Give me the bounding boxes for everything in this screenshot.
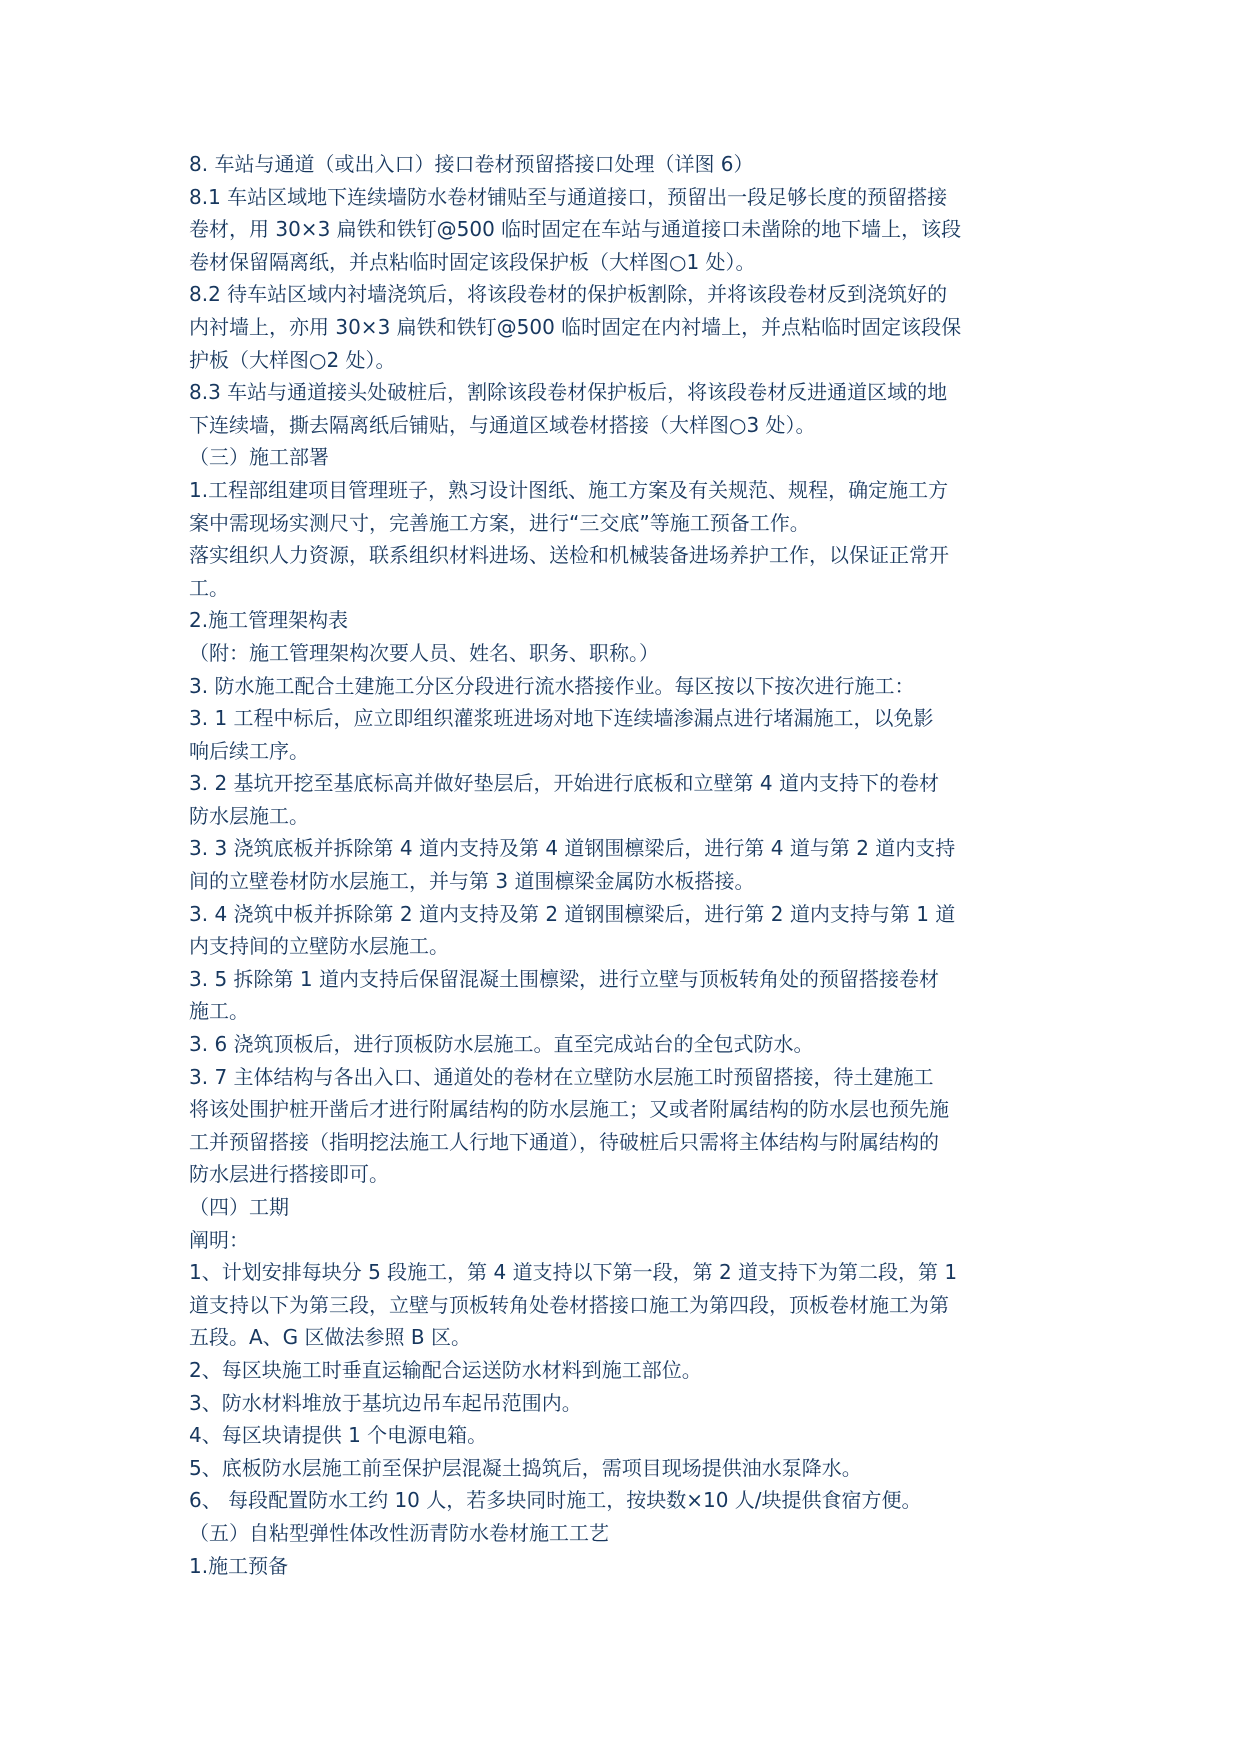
paragraph-line: 防水层施工。 [189,803,309,828]
list-item-line: 6、 每段配置防水工约 10 人，若多块同时施工，按块数×10 人/块提供食宿方便。 [189,1488,922,1513]
paragraph-line: 3. 3 浇筑底板并拆除第 4 道内支持及第 4 道钢围檩梁后，进行第 4 道与第 2 道内支持 [189,836,956,861]
paragraph-line: 2.施工管理架构表 [189,608,349,633]
list-item-line: 4、每区块请提供 1 个电源电箱。 [189,1423,488,1448]
paragraph-line: 将该处围护桩开凿后才进行附属结构的防水层施工；又或者附属结构的防水层也预先施 [189,1097,949,1122]
paragraph-8-3-line: 8.3 车站与通道接头处破桩后，割除该段卷材保护板后，将该段卷材反进通道区域的地 [189,380,948,405]
document-body [189,148,1069,1582]
list-item-line: 5、底板防水层施工前至保护层混凝土捣筑后，需项目现场提供油水泵降水。 [189,1455,862,1480]
paragraph-line: 间的立壁卷材防水层施工，并与第 3 道围檩梁金属防水板搭接。 [189,869,755,894]
section-5-heading: （五）自粘型弹性体改性沥青防水卷材施工工艺 [189,1520,609,1545]
paragraph-line: 3. 6 浇筑顶板后，进行顶板防水层施工。直至完成站台的全包式防水。 [189,1032,814,1057]
paragraph-line: 工并预留搭接（指明挖法施工人行地下通道），待破桩后只需将主体结构与附属结构的 [189,1129,939,1154]
paragraph-line: 工。 [189,575,229,600]
paragraph-8-1-line: 8.1 车站区域地下连续墙防水卷材铺贴至与通道接口，预留出一段足够长度的预留搭接 [189,184,948,209]
paragraph-8-3-line: 下连续墙，撕去隔离纸后铺贴，与通道区域卷材搭接（大样图○3 处）。 [189,412,816,437]
paragraph-line: 案中需现场实测尺寸，完善施工方案，进行“三交底”等施工预备工作。 [189,510,810,535]
paragraph-line: 3. 5 拆除第 1 道内支持后保留混凝土围檩梁，进行立壁与顶板转角处的预留搭接卷材 [189,966,939,991]
paragraph-line: （附：施工管理架构次要人员、姓名、职务、职称。） [189,640,659,665]
paragraph-8-2-line: 8.2 待车站区域内衬墙浇筑后，将该段卷材的保护板割除，并将该段卷材反到浇筑好的 [189,282,948,307]
paragraph-line: 1.工程部组建项目管理班子，熟习设计图纸、施工方案及有关规范、规程，确定施工方 [189,477,949,502]
paragraph-8-2-line: 内衬墙上，亦用 30×3 扁铁和铁钉@500 临时固定在内衬墙上，并点粘临时固定该段保 [189,314,962,339]
paragraph-8-1-line: 卷材，用 30×3 扁铁和铁钉@500 临时固定在车站与通道接口未凿除的地下墙上，该段 [189,217,962,242]
list-item-line: 1、计划安排每块分 5 段施工，第 4 道支持以下第一段，第 2 道支持下为第二段，第 1 [189,1260,958,1285]
paragraph-line: 防水层进行搭接即可。 [189,1162,389,1187]
paragraph-line: 3. 1 工程中标后，应立即组织灌浆班进场对地下连续墙渗漏点进行堵漏施工，以免影 [189,706,934,731]
paragraph-line: 3. 2 基坑开挖至基底标高并做好垫层后，开始进行底板和立壁第 4 道内支持下的卷材 [189,771,939,796]
paragraph-8-2-line: 护板（大样图○2 处）。 [189,347,396,372]
list-item-line: 道支持以下为第三段，立壁与顶板转角处卷材搭接口施工为第四段，顶板卷材施工为第 [189,1292,949,1317]
section-8-heading: 8. 车站与通道（或出入口）接口卷材预留搭接口处理（详图 6） [189,152,754,176]
paragraph-line: 3. 4 浇筑中板并拆除第 2 道内支持及第 2 道钢围檩梁后，进行第 2 道内支持与第 1 道 [189,901,956,926]
paragraph-line: 内支持间的立壁防水层施工。 [189,934,449,959]
paragraph-8-1-line: 卷材保留隔离纸，并点粘临时固定该段保护板（大样图○1 处）。 [189,249,756,274]
paragraph-line: 3. 防水施工配合土建施工分区分段进行流水搭接作业。每区按以下按次进行施工： [189,673,915,698]
paragraph-line: 1.施工预备 [189,1553,289,1578]
section-4-heading: （四）工期 [189,1195,289,1219]
list-item-line: 五段。A、G 区做法参照 B 区。 [189,1325,471,1350]
list-item-line: 2、每区块施工时垂直运输配合运送防水材料到施工部位。 [189,1357,702,1382]
section-3-heading: （三）施工部署 [189,445,329,470]
paragraph-line: 阐明： [189,1227,249,1252]
paragraph-line: 施工。 [189,999,249,1024]
paragraph-line: 落实组织人力资源，联系组织材料进场、送检和机械装备进场养护工作，以保证正常开 [189,543,949,568]
paragraph-line: 响后续工序。 [189,738,309,763]
list-item-line: 3、防水材料堆放于基坑边吊车起吊范围内。 [189,1390,582,1415]
paragraph-line: 3. 7 主体结构与各出入口、通道处的卷材在立壁防水层施工时预留搭接，待土建施工 [189,1064,934,1089]
